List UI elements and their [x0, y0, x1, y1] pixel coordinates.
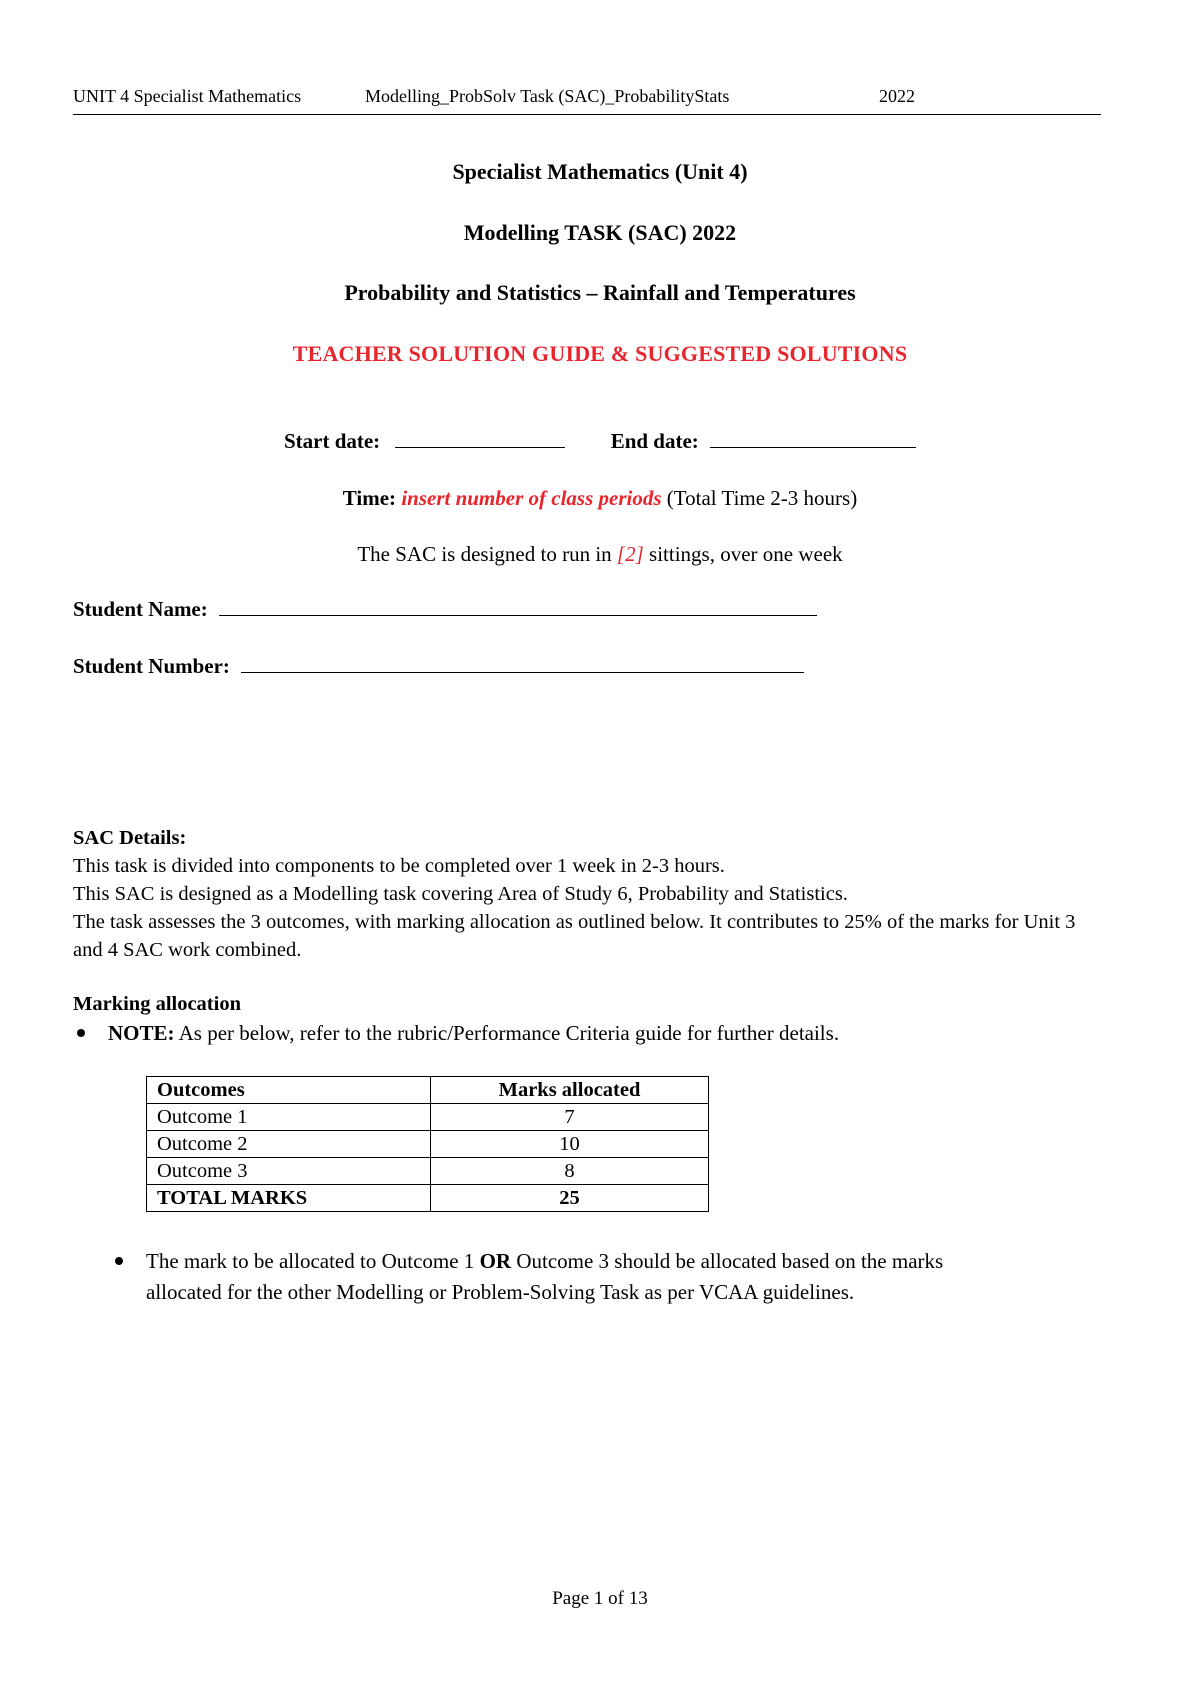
time-total: (Total Time 2-3 hours) — [666, 486, 858, 510]
table-header-outcomes: Outcomes — [147, 1077, 431, 1104]
table-row — [147, 1158, 709, 1185]
header-task: Modelling_ProbSolv Task (SAC)_ProbabilityStats — [365, 86, 730, 106]
sac-details-line3: The task assesses the 3 outcomes, with marking allocation as outlined below. It contributes to 25% of the marks for Unit 3 and 4 SAC work combined. — [73, 911, 1076, 961]
header-unit: UNIT 4 Specialist Mathematics — [73, 86, 302, 106]
subject-title: Specialist Mathematics (Unit 4) — [452, 159, 748, 184]
time-label: Time: — [342, 486, 397, 510]
bullet-dot — [77, 1029, 85, 1037]
guide-title: TEACHER SOLUTION GUIDE & SUGGESTED SOLUTIONS — [292, 341, 908, 366]
time-placeholder: insert number of class periods — [401, 486, 662, 510]
bullet2-or: OR — [479, 1249, 512, 1273]
bullet2-text-b: Outcome 3 should be allocated based on the marks — [516, 1249, 944, 1273]
marking-heading — [73, 990, 1103, 1018]
note-text: As per below, refer to the rubric/Performance Criteria guide for further details. — [178, 1021, 840, 1045]
student-number-label: Student Number: — [73, 654, 230, 678]
sittings-before: The SAC is designed to run in — [357, 542, 612, 566]
note-bullet — [108, 1018, 1108, 1049]
student-name-row — [73, 597, 817, 622]
topic-title: Probability and Statistics – Rainfall and Temperatures — [344, 280, 856, 305]
marks-cell: 8 — [431, 1158, 709, 1185]
sac-details-heading: SAC Details: — [73, 827, 187, 849]
sac-details-line2: This SAC is designed as a Modelling task covering Area of Study 6, Probability and Statistics. — [73, 883, 848, 905]
sittings-count: [2] — [616, 542, 644, 566]
table-row — [147, 1131, 709, 1158]
outcome-cell: Outcome 1 — [147, 1104, 431, 1131]
dates-row — [0, 429, 1200, 454]
page-header — [73, 84, 1101, 115]
sac-details — [73, 824, 1103, 964]
sac-details-line1: This task is divided into components to be completed over 1 week in 2-3 hours. — [73, 855, 725, 877]
task-title: Modelling TASK (SAC) 2022 — [463, 220, 737, 245]
table-row — [147, 1104, 709, 1131]
outcome-bullet — [146, 1246, 1106, 1308]
bullet2-text-c: allocated for the other Modelling or Problem-Solving Task as per VCAA guidelines. — [146, 1280, 855, 1304]
end-date-field[interactable] — [710, 429, 916, 448]
table-header-row — [147, 1077, 709, 1104]
time-row — [0, 486, 1200, 511]
header-year: 2022 — [879, 86, 915, 106]
sittings-after: sittings, over one week — [649, 542, 843, 566]
marking-heading-text: Marking allocation — [73, 993, 241, 1015]
student-number-row — [73, 654, 804, 679]
table-header-marks: Marks allocated — [431, 1077, 709, 1104]
marks-cell: 10 — [431, 1131, 709, 1158]
bullet2-text-a: The mark to be allocated to Outcome 1 — [146, 1249, 475, 1273]
page-number: Page 1 of 13 — [552, 1588, 648, 1609]
bullet-dot — [115, 1257, 123, 1265]
student-name-field[interactable] — [219, 597, 817, 616]
outcome-cell: Outcome 3 — [147, 1158, 431, 1185]
total-label-cell: TOTAL MARKS — [147, 1185, 431, 1212]
end-date-label: End date: — [610, 429, 699, 453]
sittings-row — [0, 542, 1200, 567]
student-name-label: Student Name: — [73, 597, 208, 621]
student-number-field[interactable] — [241, 654, 804, 673]
marks-cell: 7 — [431, 1104, 709, 1131]
table-total-row — [147, 1185, 709, 1212]
outcome-cell: Outcome 2 — [147, 1131, 431, 1158]
total-marks-cell: 25 — [431, 1185, 709, 1212]
note-label: NOTE: — [108, 1021, 175, 1045]
marks-table — [146, 1076, 709, 1212]
start-date-field[interactable] — [395, 429, 565, 448]
start-date-label: Start date: — [283, 429, 381, 453]
